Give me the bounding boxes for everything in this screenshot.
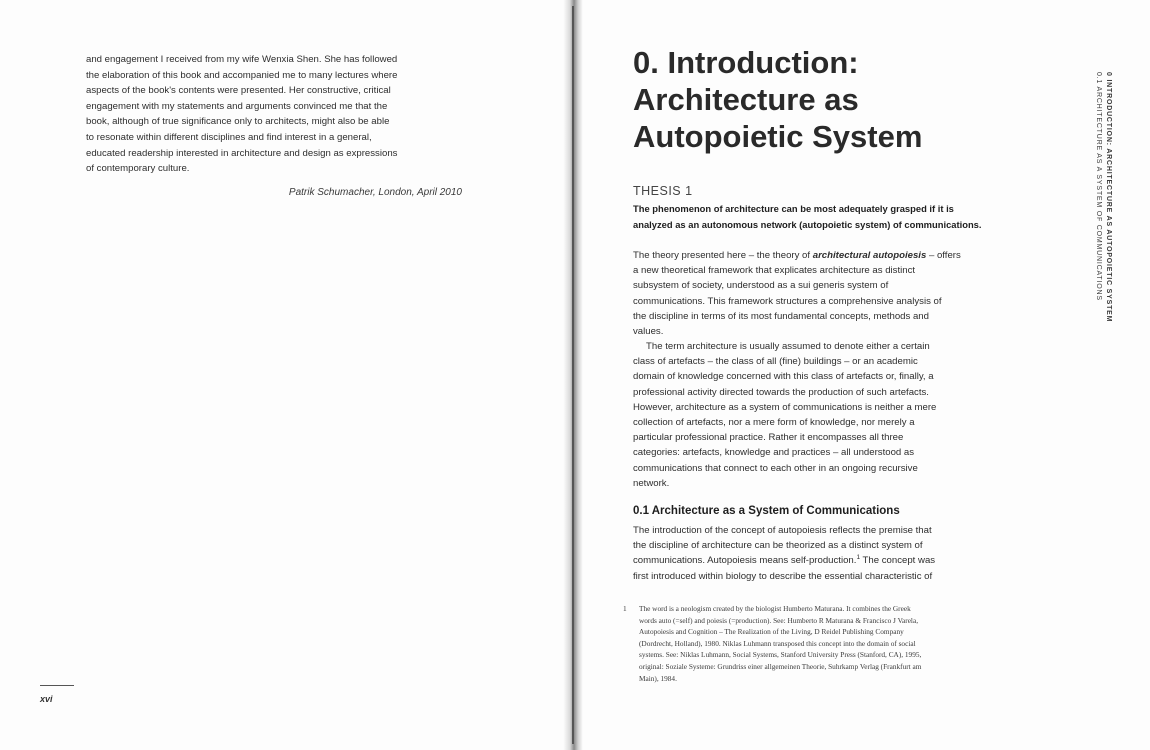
body-paragraph-2 bbox=[633, 339, 1013, 491]
left-page bbox=[0, 0, 570, 750]
chapter-title-line: Autopoietic System bbox=[633, 119, 923, 154]
author-signature-line: Patrik Schumacher, London, April 2010 bbox=[288, 187, 462, 198]
book-gutter-line bbox=[572, 6, 574, 744]
chapter-title bbox=[633, 44, 1053, 155]
body-text: – offers bbox=[926, 250, 961, 261]
body-line: collection of artefacts, nor a mere form of knowledge, nor merely a bbox=[633, 417, 915, 429]
right-page bbox=[583, 0, 1150, 750]
section-heading: 0.1 Architecture as a System of Communications bbox=[633, 505, 900, 517]
body-line: categories: artefacts, knowledge and practices – all understood as bbox=[633, 447, 915, 459]
chapter-title-line: 0. Introduction: bbox=[633, 45, 859, 80]
folio-rule bbox=[40, 685, 74, 686]
body-line bbox=[633, 553, 1013, 568]
ack-line: aspects of the book's contents were presented. Her constructive, critical bbox=[86, 85, 391, 97]
footnote bbox=[623, 603, 1003, 684]
footnote-line: words auto (=self) and poiesis (=production). See: Humberto R Maturana & Francisco J Varela, bbox=[639, 615, 919, 625]
vertical-running-head bbox=[1093, 72, 1113, 342]
running-head-chapter: 0 INTRODUCTION: ARCHITECTURE AS AUTOPOIETIC SYSTEM bbox=[1105, 72, 1112, 323]
body-line: communications. This framework structures a comprehensive analysis of bbox=[633, 295, 942, 307]
body-text: The concept was bbox=[860, 555, 936, 567]
thesis-label: THESIS 1 bbox=[633, 184, 693, 198]
footnote-reference[interactable]: 1 bbox=[856, 554, 861, 562]
body-line: domain of knowledge concerned with this class of artefacts or, finally, a bbox=[633, 371, 934, 383]
body-line: values. bbox=[633, 326, 664, 338]
body-line: However, architecture as a system of communications is neither a mere bbox=[633, 401, 937, 413]
ack-line: book, although of true significance only to architects, might also be able bbox=[86, 116, 390, 128]
body-line: a new theoretical framework that explicates architecture as distinct bbox=[633, 265, 916, 277]
thesis-line: The phenomenon of architecture can be most adequately grasped if it is bbox=[633, 203, 954, 214]
chapter-title-line: Architecture as bbox=[633, 82, 859, 117]
thesis-statement bbox=[633, 201, 1013, 232]
footnote-number: 1 bbox=[623, 604, 627, 613]
page-number: xvi bbox=[40, 694, 53, 704]
ack-line: the elaboration of this book and accompanied me to many lectures where bbox=[86, 69, 398, 81]
ack-line: educated readership interested in architecture and design as expressions bbox=[86, 147, 398, 159]
running-head-section: 0.1 ARCHITECTURE AS A SYSTEM OF COMMUNICATIONS bbox=[1095, 72, 1102, 301]
body-line: The term architecture is usually assumed to denote either a certain bbox=[646, 341, 930, 352]
body-line: first introduced within biology to describe the essential characteristic of bbox=[633, 570, 933, 582]
body-line: the discipline of architecture can be theorized as a distinct system of bbox=[633, 540, 923, 552]
footnote-line: Main), 1984. bbox=[639, 673, 677, 683]
thesis-line: analyzed as an autonomous network (autopoietic system) of communications. bbox=[633, 218, 982, 230]
ack-line: of contemporary culture. bbox=[86, 163, 190, 175]
body-line: network. bbox=[633, 477, 670, 489]
body-line: particular professional practice. Rather it encompasses all three bbox=[633, 432, 904, 444]
footnote-line: The word is a neologism created by the biologist Humberto Maturana. It combines the Greek bbox=[639, 604, 911, 613]
ack-line: and engagement I received from my wife Wenxia Shen. She has followed bbox=[86, 54, 398, 65]
body-paragraph-3 bbox=[633, 523, 1013, 584]
ack-line: engagement with my statements and arguments convinced me that the bbox=[86, 100, 388, 112]
body-line bbox=[633, 248, 1013, 263]
body-text: The theory presented here – the theory of bbox=[633, 250, 813, 261]
emphasized-term: architectural autopoiesis bbox=[812, 250, 927, 261]
body-line: communications that connect to each other in an ongoing recursive bbox=[633, 462, 918, 474]
body-line: subsystem of society, understood as a sui generis system of bbox=[633, 280, 889, 292]
body-line: professional activity directed towards the production of such artefacts. bbox=[633, 386, 929, 398]
footnote-line: systems. See: Niklas Luhmann, Social Systems, Stanford University Press (Stanford, CA), 1995, bbox=[639, 650, 922, 660]
body-line: the discipline in terms of its most fundamental concepts, methods and bbox=[633, 310, 929, 322]
body-paragraph-1 bbox=[633, 248, 1013, 339]
acknowledgement-paragraph bbox=[86, 52, 466, 177]
ack-line: to resonate within different disciplines and find interest in a general, bbox=[86, 131, 372, 143]
body-text: communications. Autopoiesis means self-production. bbox=[633, 555, 857, 567]
body-line: The introduction of the concept of autopoiesis reflects the premise that bbox=[633, 525, 932, 536]
body-line: class of artefacts – the class of all (fine) buildings – or an academic bbox=[633, 356, 918, 368]
footnote-line: Autopoiesis and Cognition – The Realization of the Living, D Reidel Publishing Company bbox=[639, 627, 904, 637]
footnote-line: original: Soziale Systeme: Grundriss einer allgemeinen Theorie, Suhrkamp Verlag (Frankfurt am bbox=[639, 661, 922, 671]
footnote-line: (Dordrecht, Holland), 1980. Niklas Luhmann transposed this concept into the domain of social bbox=[639, 638, 916, 648]
